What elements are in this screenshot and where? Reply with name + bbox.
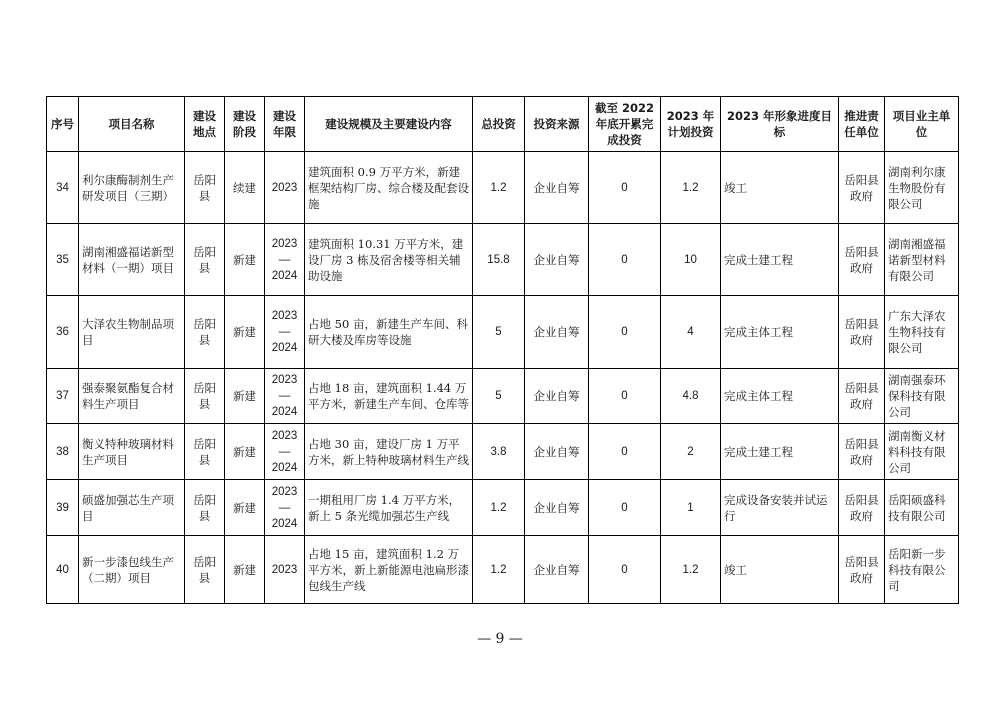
header-target: 2023 年形象进度目标 (721, 97, 839, 152)
cell-plan: 4.8 (661, 369, 721, 424)
header-source: 投资来源 (525, 97, 589, 152)
cell-seq: 34 (47, 152, 79, 224)
cell-location: 岳阳县 (185, 480, 225, 536)
cell-total: 15.8 (473, 224, 525, 296)
cell-target: 竣工 (721, 152, 839, 224)
cell-stage: 新建 (225, 424, 265, 480)
cell-location: 岳阳县 (185, 296, 225, 369)
cell-source: 企业自筹 (525, 424, 589, 480)
cell-source: 企业自筹 (525, 224, 589, 296)
header-plan: 2023 年计划投资 (661, 97, 721, 152)
cell-target: 完成土建工程 (721, 224, 839, 296)
header-location: 建设地点 (185, 97, 225, 152)
cell-target: 完成土建工程 (721, 424, 839, 480)
cell-completed: 0 (589, 296, 661, 369)
cell-content: 占地 50 亩，新建生产车间、科研大楼及库房等设施 (305, 296, 473, 369)
table-row (47, 224, 959, 296)
cell-period: 2023 (265, 536, 305, 604)
cell-plan: 4 (661, 296, 721, 369)
cell-target: 完成设备安装并试运行 (721, 480, 839, 536)
cell-owner: 湖南衡义材料科技有限公司 (885, 424, 959, 480)
table-row (47, 424, 959, 480)
cell-seq: 36 (47, 296, 79, 369)
cell-plan: 1 (661, 480, 721, 536)
cell-source: 企业自筹 (525, 152, 589, 224)
cell-completed: 0 (589, 480, 661, 536)
cell-period: 2023—2024 (265, 424, 305, 480)
cell-total: 1.2 (473, 536, 525, 604)
cell-period: 2023—2024 (265, 224, 305, 296)
cell-total: 1.2 (473, 480, 525, 536)
header-total: 总投资 (473, 97, 525, 152)
cell-name: 湖南湘盛福诺新型材料（一期）项目 (79, 224, 185, 296)
table-row (47, 480, 959, 536)
cell-total: 3.8 (473, 424, 525, 480)
cell-completed: 0 (589, 369, 661, 424)
cell-responsible: 岳阳县政府 (839, 480, 885, 536)
cell-completed: 0 (589, 536, 661, 604)
header-owner: 项目业主单位 (885, 97, 959, 152)
cell-target: 完成主体工程 (721, 369, 839, 424)
cell-location: 岳阳县 (185, 369, 225, 424)
cell-owner: 岳阳硕盛科技有限公司 (885, 480, 959, 536)
cell-plan: 10 (661, 224, 721, 296)
cell-owner: 广东大泽农生物科技有限公司 (885, 296, 959, 369)
cell-completed: 0 (589, 152, 661, 224)
cell-seq: 38 (47, 424, 79, 480)
cell-content: 一期租用厂房 1.4 万平方米，新上 5 条光缆加强芯生产线 (305, 480, 473, 536)
cell-content: 建筑面积 10.31 万平方米，建设厂房 3 栋及宿舍楼等相关辅助设施 (305, 224, 473, 296)
table-row (47, 536, 959, 604)
cell-period: 2023—2024 (265, 480, 305, 536)
table-row (47, 369, 959, 424)
header-period: 建设年限 (265, 97, 305, 152)
cell-target: 竣工 (721, 536, 839, 604)
cell-seq: 35 (47, 224, 79, 296)
cell-content: 占地 15 亩，建筑面积 1.2 万平方米，新上新能源电池扁形漆包线生产线 (305, 536, 473, 604)
cell-name: 利尔康酶制剂生产研发项目（三期） (79, 152, 185, 224)
cell-stage: 续建 (225, 152, 265, 224)
cell-stage: 新建 (225, 369, 265, 424)
cell-target: 完成主体工程 (721, 296, 839, 369)
cell-source: 企业自筹 (525, 369, 589, 424)
cell-period: 2023—2024 (265, 296, 305, 369)
cell-responsible: 岳阳县政府 (839, 369, 885, 424)
header-completed: 截至 2022 年底开累完成投资 (589, 97, 661, 152)
header-name: 项目名称 (79, 97, 185, 152)
cell-owner: 岳阳新一步科技有限公司 (885, 536, 959, 604)
header-seq: 序号 (47, 97, 79, 152)
cell-period: 2023 (265, 152, 305, 224)
cell-plan: 1.2 (661, 536, 721, 604)
cell-completed: 0 (589, 224, 661, 296)
cell-total: 5 (473, 296, 525, 369)
cell-total: 5 (473, 369, 525, 424)
cell-owner: 湖南强泰环保科技有限公司 (885, 369, 959, 424)
cell-seq: 37 (47, 369, 79, 424)
table-row (47, 152, 959, 224)
cell-source: 企业自筹 (525, 480, 589, 536)
table-header-row (47, 97, 959, 152)
cell-name: 强泰聚氨酯复合材料生产项目 (79, 369, 185, 424)
cell-owner: 湖南利尔康生物股份有限公司 (885, 152, 959, 224)
cell-source: 企业自筹 (525, 296, 589, 369)
cell-location: 岳阳县 (185, 224, 225, 296)
cell-name: 硕盛加强芯生产项目 (79, 480, 185, 536)
page-number: — 9 — (477, 631, 523, 647)
cell-name: 新一步漆包线生产（二期）项目 (79, 536, 185, 604)
cell-total: 1.2 (473, 152, 525, 224)
cell-period: 2023—2024 (265, 369, 305, 424)
cell-stage: 新建 (225, 224, 265, 296)
cell-content: 建筑面积 0.9 万平方米，新建框架结构厂房、综合楼及配套设施 (305, 152, 473, 224)
cell-responsible: 岳阳县政府 (839, 424, 885, 480)
cell-location: 岳阳县 (185, 424, 225, 480)
cell-responsible: 岳阳县政府 (839, 224, 885, 296)
cell-location: 岳阳县 (185, 152, 225, 224)
project-table (46, 96, 959, 604)
cell-stage: 新建 (225, 536, 265, 604)
table-row (47, 296, 959, 369)
cell-completed: 0 (589, 424, 661, 480)
cell-content: 占地 30 亩，建设厂房 1 万平方米，新上特种玻璃材料生产线 (305, 424, 473, 480)
header-content: 建设规模及主要建设内容 (305, 97, 473, 152)
cell-content: 占地 18 亩，建筑面积 1.44 万平方米，新建生产车间、仓库等 (305, 369, 473, 424)
cell-responsible: 岳阳县政府 (839, 296, 885, 369)
cell-seq: 39 (47, 480, 79, 536)
cell-seq: 40 (47, 536, 79, 604)
cell-plan: 2 (661, 424, 721, 480)
header-stage: 建设阶段 (225, 97, 265, 152)
cell-name: 大泽农生物制品项目 (79, 296, 185, 369)
cell-stage: 新建 (225, 480, 265, 536)
cell-plan: 1.2 (661, 152, 721, 224)
cell-source: 企业自筹 (525, 536, 589, 604)
cell-owner: 湖南湘盛福诺新型材料有限公司 (885, 224, 959, 296)
cell-responsible: 岳阳县政府 (839, 152, 885, 224)
cell-responsible: 岳阳县政府 (839, 536, 885, 604)
cell-location: 岳阳县 (185, 536, 225, 604)
cell-stage: 新建 (225, 296, 265, 369)
cell-name: 衡义特种玻璃材料生产项目 (79, 424, 185, 480)
header-responsible: 推进责任单位 (839, 97, 885, 152)
